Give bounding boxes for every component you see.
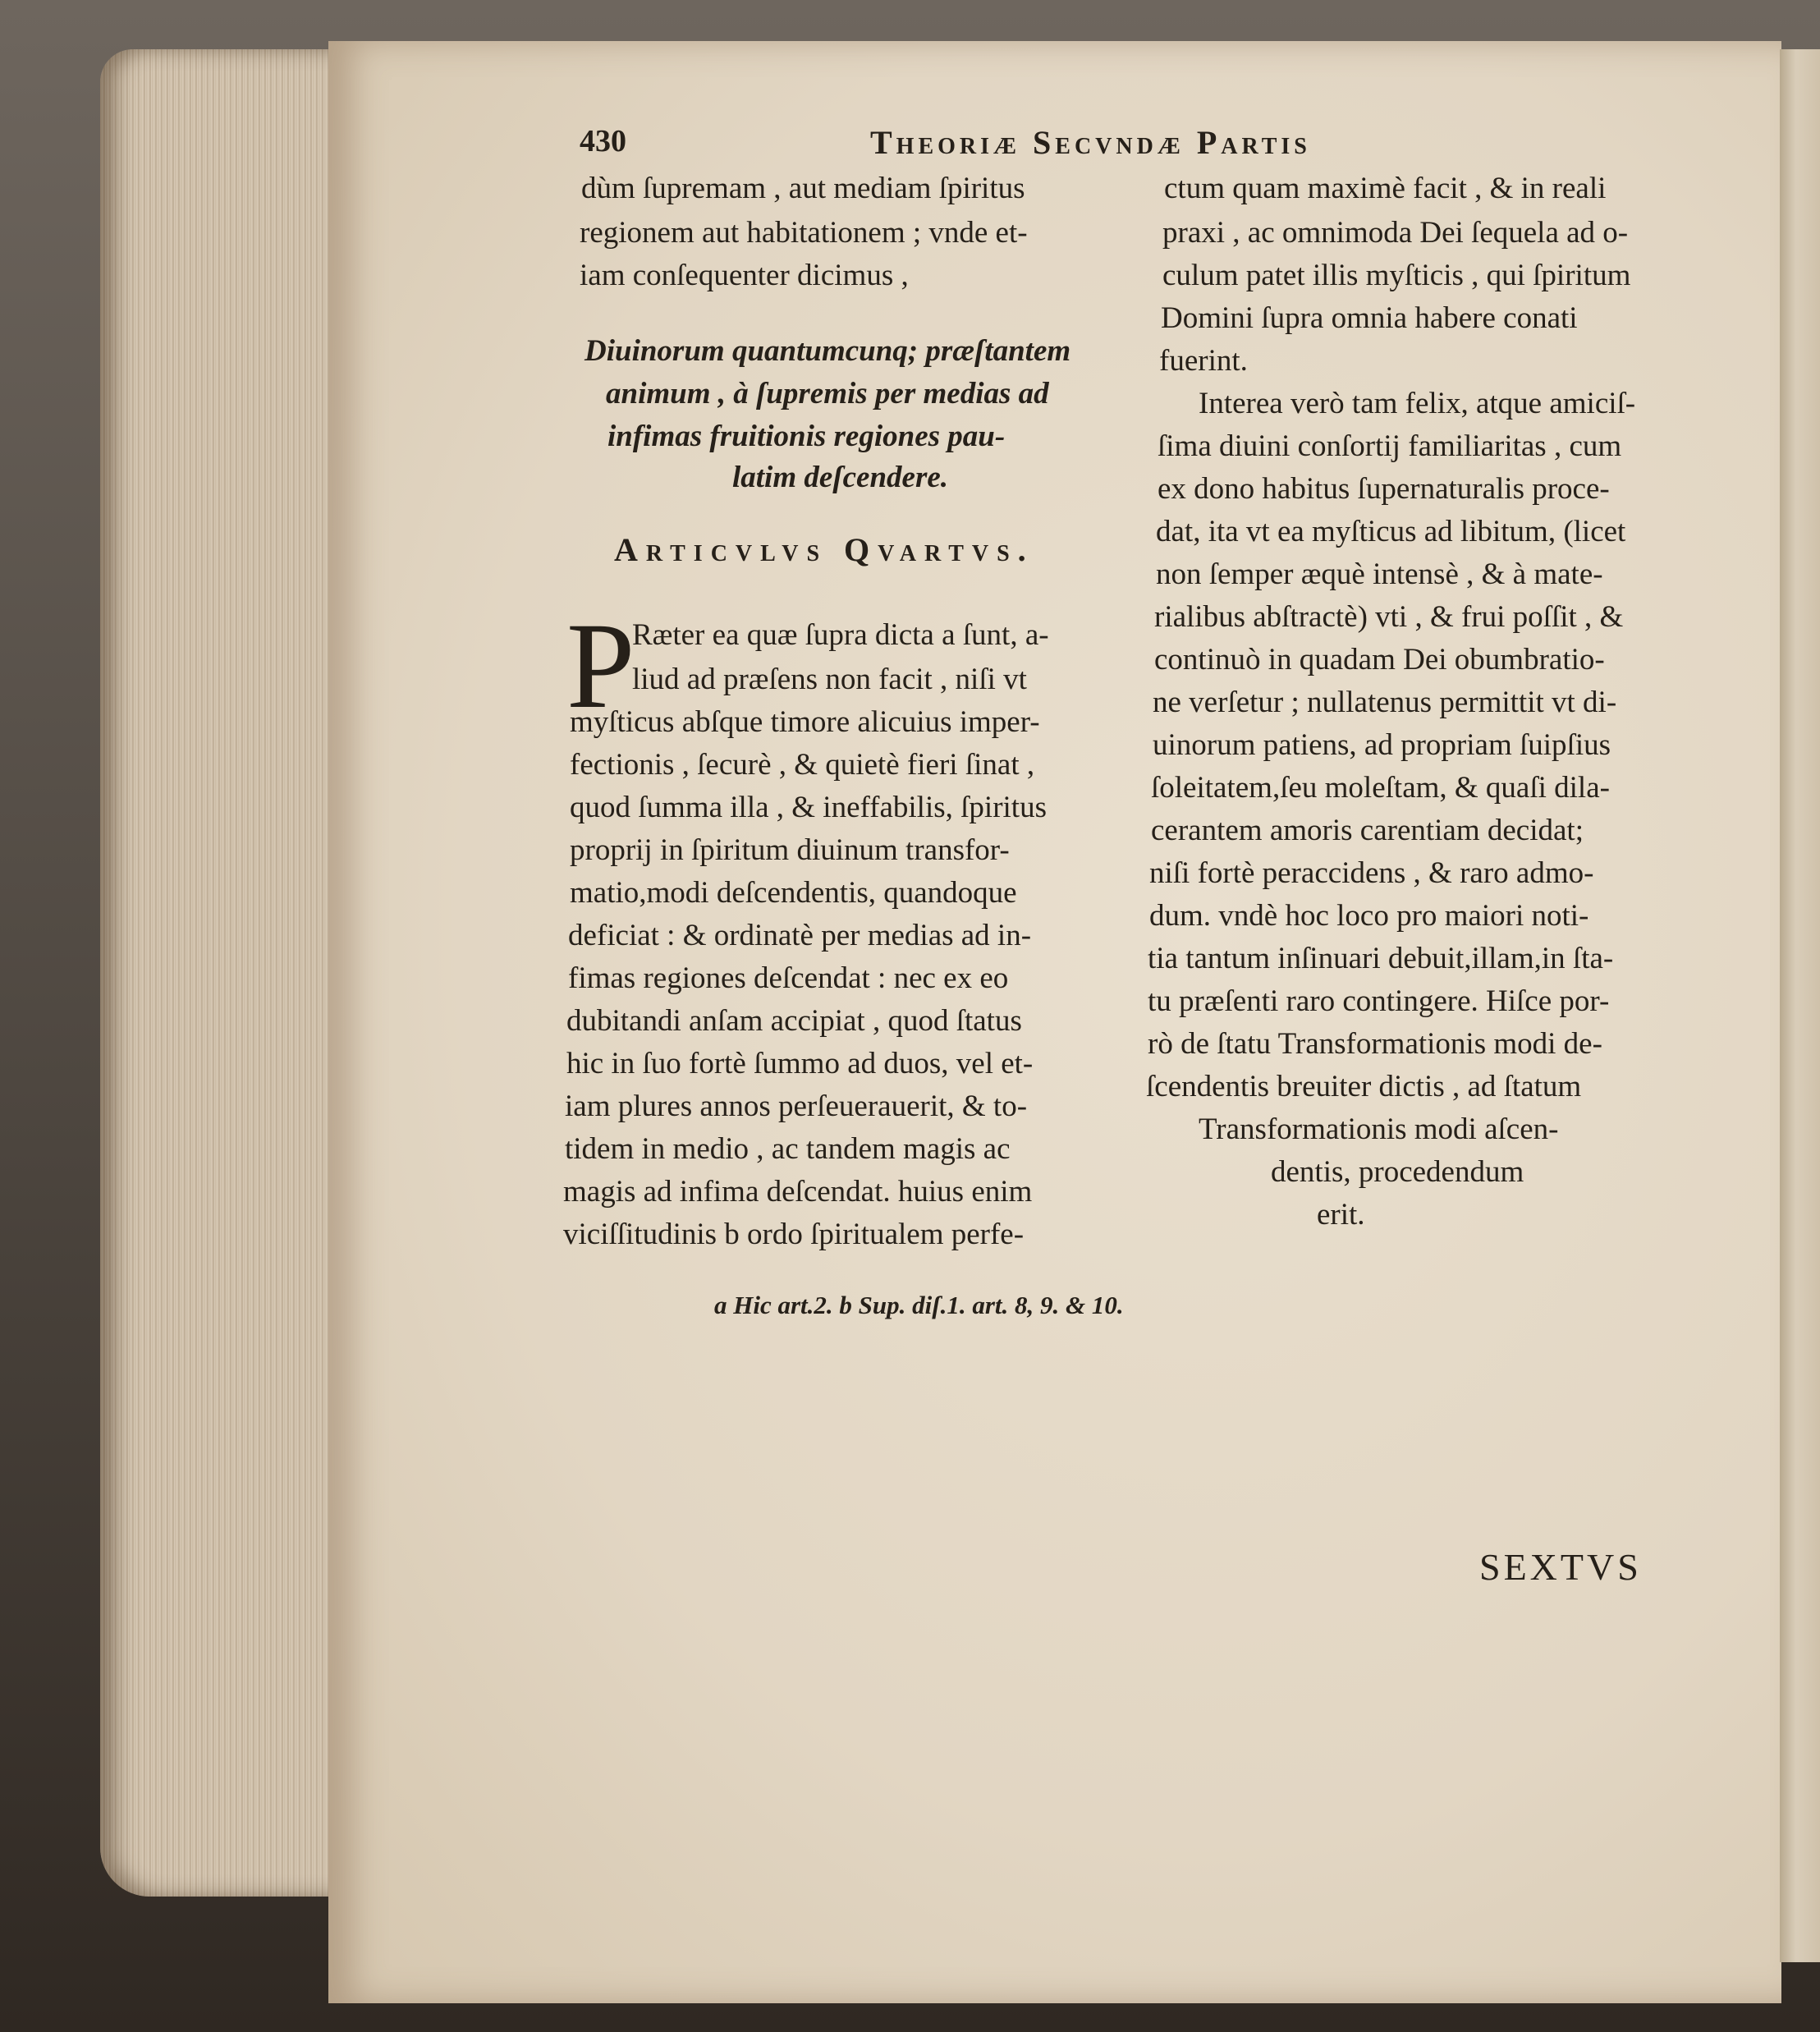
right-column-line: Interea verò tam felix, atque amiciſ-	[1199, 387, 1636, 420]
right-column-line: rialibus abſtractè) vti , & frui poſſit , &	[1154, 600, 1624, 634]
paragraph-line: magis ad infima deſcendat. huius enim	[563, 1175, 1033, 1209]
right-column-line: Domini ſupra omnia habere conati	[1161, 301, 1578, 335]
right-column-line: erit.	[1317, 1198, 1365, 1232]
paragraph-line: matio,modi deſcendentis, quandoque	[570, 876, 1017, 910]
right-column-line: fuerint.	[1159, 344, 1248, 378]
italic-maxim-line: animum , à ſupremis per medias ad	[606, 377, 1049, 411]
italic-maxim-line: infimas fruitionis regiones pau-	[607, 420, 1006, 453]
right-column-line: continuò in quadam Dei obumbratio-	[1154, 643, 1605, 677]
facing-page-edge	[1780, 49, 1820, 1962]
right-column-line: tia tantum inſinuari debuit,illam,in ſta-	[1148, 942, 1614, 975]
right-column-line: dentis, procedendum	[1271, 1155, 1524, 1189]
paragraph-line: dubitandi anſam accipiat , quod ſtatus	[566, 1004, 1022, 1038]
right-column-line: dum. vndè hoc loco pro maiori noti-	[1149, 899, 1589, 933]
paragraph-line: iam plures annos perſeuerauerit, & to-	[565, 1089, 1028, 1123]
right-column-line: ex dono habitus ſupernaturalis proce-	[1158, 472, 1610, 506]
paragraph-line: tidem in medio , ac tandem magis ac	[565, 1132, 1011, 1166]
right-column-line: ne verſetur ; nullatenus permittit vt di-	[1153, 686, 1617, 719]
right-column-line: ſoleitatem,ſeu moleſtam, & quaſi dila-	[1151, 771, 1610, 805]
paragraph-line: Ræter ea quæ ſupra dicta a ſunt, a-	[632, 618, 1049, 652]
running-title: Theoriæ Secvndæ Partis	[870, 124, 1311, 161]
paragraph-line: liud ad præſens non facit , niſi vt	[632, 663, 1027, 696]
footnote: a Hic art.2. b Sup. diſ.1. art. 8, 9. & 10.	[714, 1291, 1124, 1319]
paragraph-line: quod ſumma illa , & ineffabilis, ſpiritus	[570, 791, 1047, 824]
right-column-line: tu præſenti raro contingere. Hiſce por-	[1148, 984, 1610, 1018]
right-column-line: rò de ſtatu Transformationis modi de-	[1148, 1027, 1602, 1061]
article-heading: Articvlvs Qvartvs.	[614, 531, 1034, 568]
paragraph-line: hic in ſuo fortè ſummo ad duos, vel et-	[566, 1047, 1034, 1080]
right-column-line: Transformationis modi aſcen-	[1199, 1112, 1559, 1146]
left-intro-line: dùm ſupremam , aut mediam ſpiritus	[581, 172, 1025, 205]
right-column-line: culum patet illis myſticis , qui ſpiritum	[1162, 259, 1631, 292]
italic-maxim-line: Diuinorum quantumcunq; præſtantem	[585, 334, 1071, 368]
right-column-line: uinorum patiens, ad propriam ſuipſius	[1153, 728, 1611, 762]
paragraph-line: viciſſitudinis b ordo ſpiritualem perfe-	[563, 1218, 1025, 1251]
right-column-line: non ſemper æquè intensè , & à mate-	[1156, 557, 1603, 591]
left-intro-line: iam conſequenter dicimus ,	[580, 259, 909, 292]
italic-maxim-line: latim deſcendere.	[732, 461, 949, 494]
page-edges	[100, 49, 346, 1897]
paragraph-line: myſticus abſque timore alicuius imper-	[570, 705, 1040, 739]
paragraph-line: proprij in ſpiritum diuinum transfor-	[570, 833, 1010, 867]
catchword: SEXTVS	[1479, 1546, 1642, 1588]
right-column-line: praxi , ac omnimoda Dei ſequela ad o-	[1162, 216, 1629, 250]
paragraph-line: fimas regiones deſcendat : nec ex eo	[568, 961, 1009, 995]
paragraph-line: deficiat : & ordinatè per medias ad in-	[568, 919, 1032, 952]
right-column-line: ctum quam maximè facit , & in reali	[1164, 172, 1607, 205]
right-column-line: cerantem amoris carentiam decidat;	[1151, 814, 1584, 847]
right-column-line: ſcendentis breuiter dictis , ad ſtatum	[1146, 1070, 1582, 1103]
left-intro-line: regionem aut habitationem ; vnde et-	[580, 216, 1028, 250]
right-column-line: ſima diuini conſortij familiaritas , cum	[1158, 429, 1622, 463]
right-column-line: niſi fortè peraccidens , & raro admo-	[1149, 856, 1594, 890]
page-number: 430	[580, 124, 626, 158]
drop-cap: P	[566, 598, 635, 734]
right-column-line: dat, ita vt ea myſticus ad libitum, (licet	[1156, 515, 1626, 548]
paragraph-line: fectionis , ſecurè , & quietè fieri ſinat ,	[570, 748, 1035, 782]
